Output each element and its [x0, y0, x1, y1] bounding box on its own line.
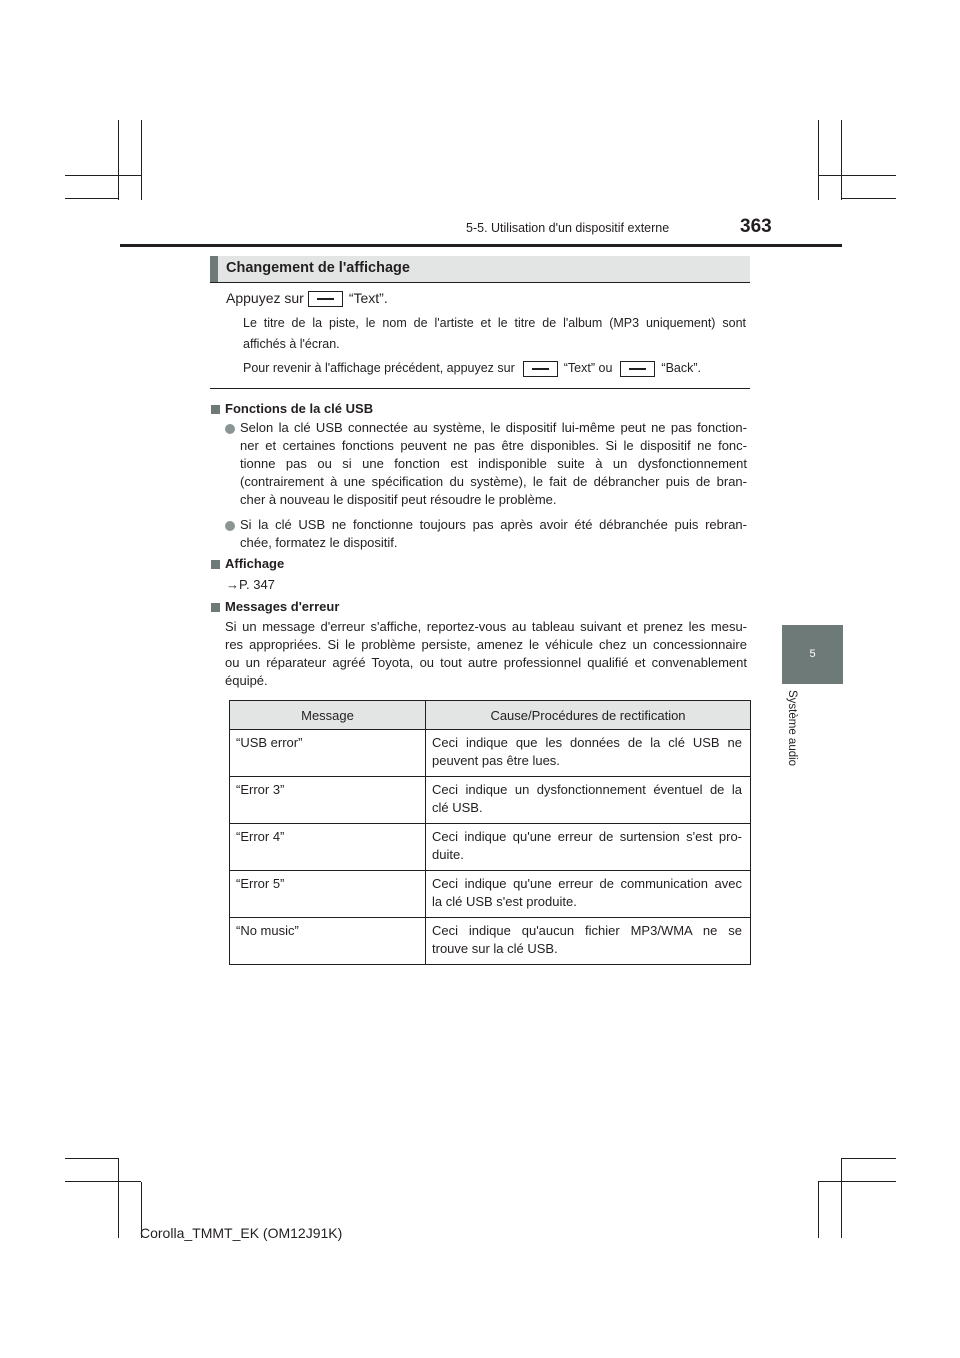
cause-cell	[426, 824, 751, 871]
box-title: Changement de l'affichage	[226, 260, 410, 276]
desc-line: Le titre de la piste, le nom de l'artiste et le titre de l'album (MP3 uniquement) sont	[243, 316, 746, 330]
crop-mark	[818, 1182, 819, 1238]
text-line: res appropriées. Si le problème persiste, amenez le véhicule chez un concessionnaire	[225, 637, 747, 652]
header-rule	[120, 244, 842, 247]
text-line: Ceci indique un dysfonctionnement éventuel de la	[432, 782, 742, 797]
cause-cell	[426, 777, 751, 824]
message-cell: “Error 3”	[230, 777, 426, 824]
message-cell: “No music”	[230, 918, 426, 965]
text-line: ou un réparateur agréé Toyota, ou tout autre professionnel qualifié et convenablement	[225, 655, 747, 670]
box-bottom-rule	[210, 388, 750, 389]
text-line: Ceci indique qu'une erreur de surtension s'est pro-	[432, 829, 742, 844]
display-heading: Affichage	[225, 556, 285, 571]
text-line: équipé.	[225, 673, 268, 688]
crop-mark	[818, 1181, 896, 1182]
return-mid: “Text” ou	[563, 361, 613, 375]
crop-mark	[65, 1158, 118, 1159]
error-table	[229, 700, 751, 965]
text-line: Ceci indique qu'une erreur de communication avec	[432, 876, 742, 891]
crop-mark	[818, 120, 819, 200]
square-bullet-icon	[211, 603, 220, 612]
circle-bullet-icon	[225, 521, 235, 531]
crop-mark	[65, 175, 141, 176]
message-cell: “Error 5”	[230, 871, 426, 918]
table-row	[230, 871, 751, 918]
cause-cell	[426, 871, 751, 918]
crop-mark	[841, 1158, 842, 1238]
text-line: Ceci indique qu'aucun fichier MP3/WMA ne se	[432, 923, 742, 938]
text-line: trouve sur la clé USB.	[432, 941, 558, 956]
text-line: (contrairement à une spécification du système), le fait de débrancher puis de bran-	[240, 474, 747, 489]
square-bullet-icon	[211, 405, 220, 414]
chapter-label	[786, 690, 806, 800]
minus-button-icon	[308, 291, 343, 307]
cause-cell	[426, 918, 751, 965]
crop-mark	[118, 1158, 119, 1238]
usb-heading: Fonctions de la clé USB	[225, 401, 374, 416]
text-line: Ceci indique que les données de la clé USB ne	[432, 735, 742, 750]
press-instruction	[226, 289, 388, 307]
text-line: tionne pas ou si une fonction est indisponible suite à un dysfonctionnement	[240, 456, 747, 471]
crop-mark	[841, 1158, 896, 1159]
text-line: peuvent pas être lues.	[432, 753, 560, 768]
column-header: Message	[230, 701, 426, 730]
table-row	[230, 918, 751, 965]
usb-bullet-1	[240, 419, 747, 509]
square-bullet-icon	[211, 560, 220, 569]
return-prefix: Pour revenir à l'affichage précédent, appuyez sur	[243, 361, 515, 375]
press-prefix: Appuyez sur	[226, 290, 304, 306]
text-line: cher à nouveau le dispositif peut résoudre le problème.	[240, 492, 557, 507]
text-line: la clé USB s'est produite.	[432, 894, 577, 909]
crop-mark	[65, 1181, 141, 1182]
text-line: chée, formatez le dispositif.	[240, 535, 398, 550]
table-row	[230, 730, 751, 777]
desc-line: affichés à l'écran.	[243, 337, 340, 351]
crop-mark	[841, 120, 842, 200]
return-suffix: “Back”.	[661, 361, 701, 375]
chapter-label-text: Système audio	[786, 690, 798, 767]
text-line: Si un message d'erreur s'affiche, reportez-vous au tableau suivant et prenez les mesu-	[225, 619, 747, 634]
text-line: Si la clé USB ne fonctionne toujours pas après avoir été débranchée puis rebran-	[240, 517, 747, 532]
errors-paragraph	[225, 618, 747, 690]
text-line: ner et certaines fonctions peuvent ne pas être disponibles. Si le dispositif ne fonc-	[240, 438, 747, 453]
crop-mark	[818, 175, 896, 176]
cause-cell	[426, 730, 751, 777]
crop-mark	[118, 120, 119, 200]
page-ref[interactable]: P. 347	[239, 577, 275, 592]
chapter-tab	[782, 625, 843, 684]
crop-mark	[141, 120, 142, 200]
column-header: Cause/Procédures de rectification	[426, 701, 751, 730]
display-ref	[226, 576, 275, 594]
usb-bullet-2	[240, 516, 747, 552]
chapter-number: 5	[809, 648, 816, 660]
table-row	[230, 824, 751, 871]
text-line: Selon la clé USB connectée au système, le dispositif lui-même peut ne pas fonction-	[240, 420, 747, 435]
table-row	[230, 777, 751, 824]
press-suffix: “Text”.	[348, 290, 388, 306]
box-rule	[210, 282, 750, 283]
text-line: clé USB.	[432, 800, 483, 815]
message-cell: “USB error”	[230, 730, 426, 777]
box-heading	[210, 256, 750, 282]
text-line: duite.	[432, 847, 464, 862]
minus-button-icon	[620, 361, 655, 377]
errors-heading: Messages d'erreur	[225, 599, 340, 614]
crop-mark	[841, 198, 896, 199]
minus-button-icon	[523, 361, 558, 377]
section-title: 5-5. Utilisation d'un dispositif externe	[466, 221, 670, 235]
box-description	[243, 314, 746, 353]
page-number: 363	[740, 216, 772, 237]
return-instruction	[243, 359, 701, 377]
table-header-row	[230, 701, 751, 730]
footer-doc-id: Corolla_TMMT_EK (OM12J91K)	[140, 1225, 343, 1241]
box-heading-bar	[210, 256, 218, 282]
circle-bullet-icon	[225, 424, 235, 434]
crop-mark	[65, 198, 118, 199]
arrow-icon: →	[226, 577, 239, 592]
message-cell: “Error 4”	[230, 824, 426, 871]
